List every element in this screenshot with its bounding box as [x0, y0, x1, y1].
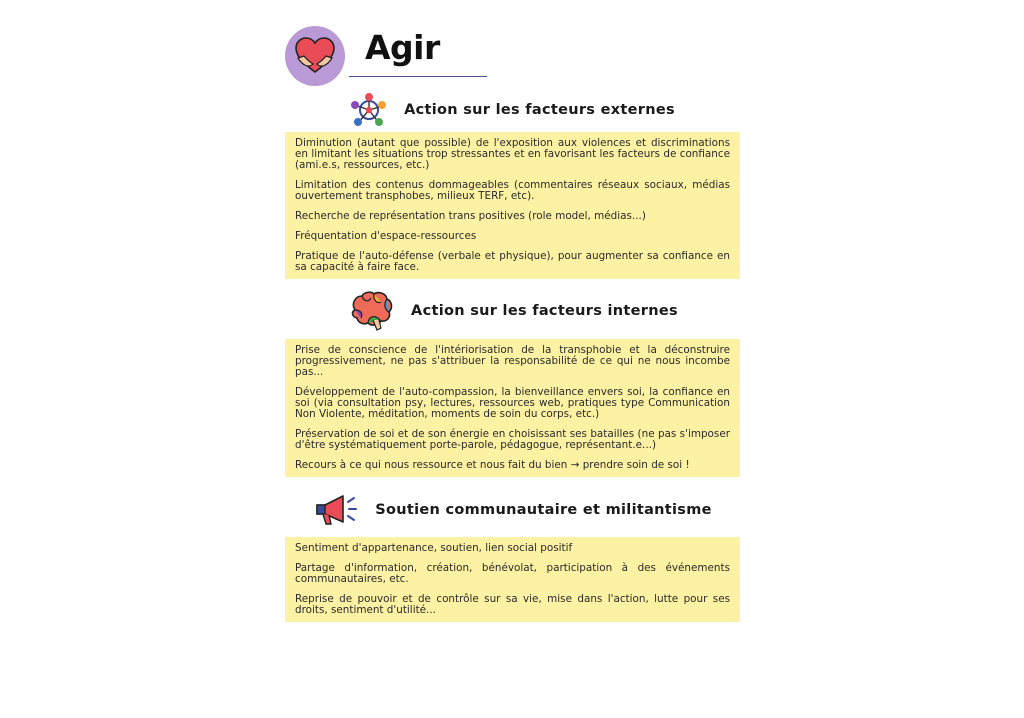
list-item: Reprise de pouvoir et de contrôle sur sa vie, mise dans l'action, lutte pour ses droits, sentiment d'utilité...: [295, 593, 730, 616]
list-item: Fréquentation d'espace-ressources: [295, 230, 477, 242]
list-item: Partage d'information, création, bénévolat, participation à des événements communautaires, etc.: [295, 562, 730, 585]
section-heading-external: [285, 90, 740, 130]
colorful-brain-icon: [347, 290, 395, 332]
list-item: Développement de l'auto-compassion, la bienveillance envers soi, la confiance en soi (via consultation psy, lectures, ressources web, pratiques type Communication Non Violente, méditation, moments de soin du corps, etc.): [295, 386, 730, 420]
section-heading-internal: [285, 287, 740, 335]
list-item: Recherche de représentation trans positives (role model, médias...): [295, 210, 646, 222]
document-page: [285, 18, 740, 622]
internal-factors-box: [285, 339, 740, 477]
megaphone-icon: [313, 492, 359, 528]
community-box: [285, 537, 740, 622]
list-item: Prise de conscience de l'intériorisation de la transphobie et la déconstruire progressivement, ne pas s'attribuer la responsabilité de ce qui ne nous incombe pas...: [295, 344, 730, 378]
list-item: Diminution (autant que possible) de l'exposition aux violences et discriminations en limitant les situations trop stressantes et en favorisant les facteurs de confiance (ami.e.s, ressources, etc.): [295, 137, 730, 171]
list-item: Recours à ce qui nous ressource et nous fait du bien → prendre soin de soi !: [295, 459, 690, 471]
external-factors-box: [285, 132, 740, 279]
list-item: Pratique de l'auto-défense (verbale et physique), pour augmenter sa confiance en sa capacité à faire face.: [295, 250, 730, 273]
heart-hug-icon: [285, 26, 345, 86]
list-item: Préservation de soi et de son énergie en choisissant ses batailles (ne pas s'imposer d'être systématiquement porte-parole, pédagogue, représentant.e...): [295, 428, 730, 451]
list-item: Sentiment d'appartenance, soutien, lien social positif: [295, 542, 573, 554]
list-item: Limitation des contenus dommageables (commentaires réseaux sociaux, médias ouvertement transphobes, milieux TERF, etc).: [295, 179, 730, 202]
title-underline: [349, 76, 487, 77]
title-row: [285, 18, 740, 90]
community-network-icon: [350, 92, 388, 128]
section-title-external: Action sur les facteurs externes: [404, 102, 675, 118]
section-heading-community: [285, 487, 740, 533]
section-title-community: Soutien communautaire et militantisme: [375, 502, 712, 518]
page-title: Agir: [365, 28, 440, 67]
section-title-internal: Action sur les facteurs internes: [411, 303, 678, 319]
